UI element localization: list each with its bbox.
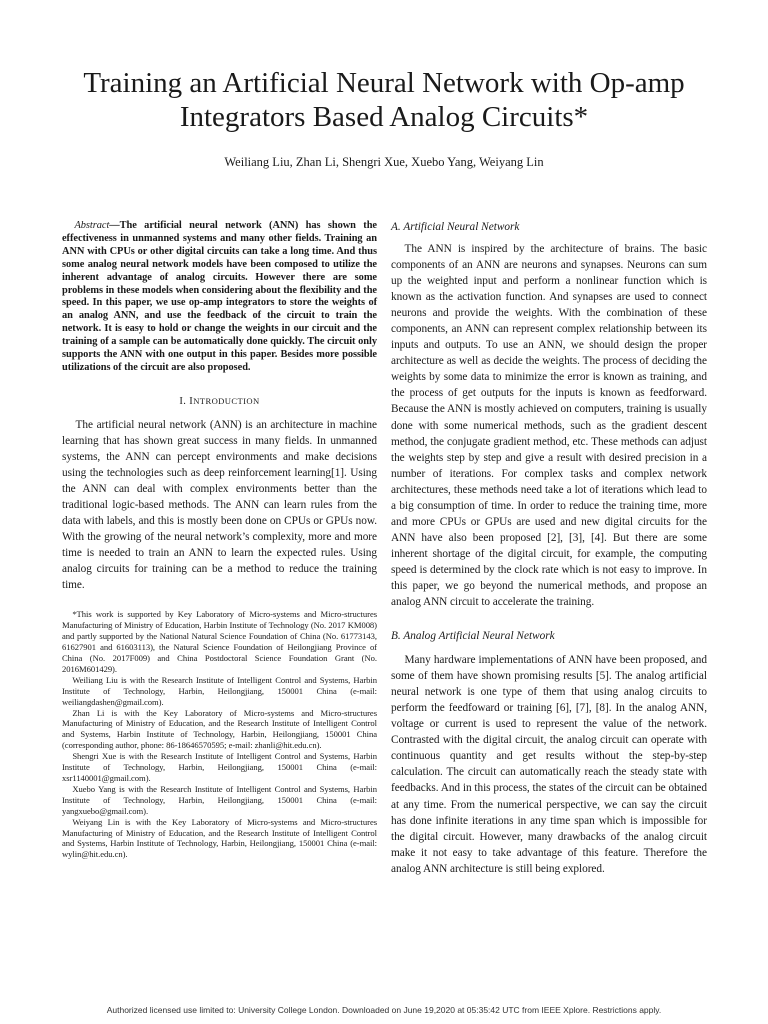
footnotes bbox=[62, 609, 377, 860]
subsection-b-paragraph: Many hardware implementations of ANN have been proposed, and some of them have shown promising results [5]. The analog artificial neural network is one type of them that using analog circuits to perform the feedfoward or training [6], [7], [8]. In the analog ANN, voltage or current is used to represent the value of the network. Contrasted with the digital circuit, the analog circuit can operate with continuous quantity and get results without the step-by-step calculation. The circuit can automatically reach the steady state with feedbacks. And in this process, the states of the circuit can be obtained at any time. From the numerical perspective, we can say the circuit has done infinite iterations in any time span which is impossible for the digital circuit. However, many drawbacks of the analog circuit make it not easy to take advantage of this feature. Therefore the analog ANN architecture is still being explored. bbox=[391, 654, 707, 875]
right-column bbox=[391, 220, 707, 877]
paper-title-line-1: Training an Artificial Neural Network with Op-amp bbox=[83, 67, 685, 99]
paper-title-line-2: Integrators Based Analog Circuits* bbox=[179, 101, 589, 133]
abstract bbox=[62, 220, 377, 375]
ieee-license-footer: Authorized licensed use limited to: University College London. Downloaded on June 19,2020 at 05:35:42 UTC from IEEE Xplore. Restrictions apply. bbox=[106, 1005, 662, 1015]
intro-paragraph: The artificial neural network (ANN) is an architecture in machine learning that has shown great success in many fields. In unmanned systems, the ANN can percept environments and make decisions using the technologies such as deep reinforcement learning[1]. Using the ANN can deal with complex environments better than the traditional logic-based methods. The ANN can learn rules from the data with labels, and this is mostly been done on CPUs or GPUs now. With the growing of the neural network’s complexity, more and more time is needed to train an ANN to learn the expected rules. Using analog circuits for training can be a method to reduce the training time. bbox=[62, 418, 377, 592]
author-list: Weiliang Liu, Zhan Li, Shengri Xue, Xuebo Yang, Weiyang Lin bbox=[224, 155, 544, 169]
footnote-author-1: Weiliang Liu is with the Research Institute of Intelligent Control and Systems, Harbin Institute of Technology, Harbin, Heilongjiang, 150001 China (e-mail: weiliangdashen@gmail.com). bbox=[62, 674, 377, 707]
section-heading-initial: I bbox=[189, 395, 194, 407]
abstract-dash: — bbox=[109, 220, 120, 231]
footnote-author-4: Xuebo Yang is with the Research Institute of Intelligent Control and Systems, Harbin Institute of Technology, Harbin, Heilongjiang, 150001 China (e-mail: yangxuebo@gmail.com). bbox=[62, 783, 377, 816]
section-number: I. bbox=[179, 395, 187, 407]
footnote-author-3: Shengri Xue is with the Research Institute of Intelligent Control and Systems, Harbin Institute of Technology, Harbin, Heilongjiang, 150001 China (e-mail: xsr1140001@gmail.com). bbox=[62, 751, 377, 783]
subsection-heading-a: A. Artificial Neural Network bbox=[391, 221, 520, 233]
abstract-lead: Abstract bbox=[74, 220, 110, 231]
left-column bbox=[62, 220, 377, 860]
section-heading-introduction bbox=[62, 395, 377, 408]
subsection-heading-b: B. Analog Artificial Neural Network bbox=[391, 630, 555, 643]
subsection-a-paragraph: The ANN is inspired by the architecture of brains. The basic components of an ANN are neurons and synapses. Neurons can sum up the weighted input and perform a nonlinear function which is known as the activation function. And synapses are used to connect neurons and provide the weights. With the combination of these components, an ANN can represent complex relationship between its inputs and outputs. To use an ANN, we should design the proper architecture as well as decide the weights. The process of deciding the weights by some data to minimize the error is known as training, and the process of get outputs for the inputs is known as feedforward. Because the ANN is mostly achieved on computers, training is usually done with some numerical methods, such as the gradient descent method, the conjugate gradient method, etc. These methods can adjust the weights step by step and give a result with desired precision in a number of iterations. For complex tasks and complex network architectures, these methods need take a lot of iterations which lead to a big consumption of time. In order to reduce the training time, more and more CPUs or GPUs are used and new digital circuits for the ANN have also been proposed [2], [3], [4]. But there are some inherent shortage of the digital circuit, for example, the computing speed is determined by the clock rate which is not easy to improve. In this paper, we go beyond the numerical methods, and propose an analog ANN circuit to accelerate the training. bbox=[391, 243, 707, 609]
footnote-author-5: Weiyang Lin is with the Key Laboratory of Micro-systems and Micro-structures Manufacturing of Ministry of Education, and the Research Institute of Intelligent Control and Systems, Harbin Institute of Technology, Harbin, Heilongjiang, 150001 China (e-mail: wylin@hit.edu.cn). bbox=[62, 816, 377, 860]
paper-title bbox=[40, 66, 728, 134]
footnote-author-2: Zhan Li is with the Key Laboratory of Micro-systems and Micro-structures Manufacturing of Ministry of Education, and the Research Institute of Intelligent Control and Systems, Harbin Institute of Technology, Harbin, Heilongjiang, 150001 China (corresponding author, phone: 86-18646570595; e-mail: zhanli@hit.edu.cn). bbox=[62, 707, 377, 751]
section-heading-rest: NTRODUCTION bbox=[193, 395, 260, 406]
footnote-funding: *This work is supported by Key Laboratory of Micro-systems and Micro-structures Manufacturing of Ministry of Education, Harbin Institute of Technology (No. 2017 KM008) and partly supported by the National Natural Science Foundation of China (No. 61773143, 61627901 and 61603113), the Natural Science Foundation of Heilongjiang Province of China (No. 2017F009) and China Postdoctoral Science Foundation Grant (No. 2016M601429). bbox=[62, 609, 377, 674]
abstract-text: The artificial neural network (ANN) has shown the effectiveness in unmanned systems and many other fields. Training an ANN with CPUs or other digital circuits can take a long time. And thus some analog neural network models have been composed to utilize the inherent advantage of analog circuits. However there are some problems in these models when considering about the flexibility and the speed. In this paper, we use op-amp integrators to store the weights of an analog ANN, and use the feedback of the circuit to train the network. It is easy to hold or change the weights in our circuit and the training of a sample can be automatically done quickly. The circuit only supports the ANN with one output in this paper. Besides more possible utilizations of the circuit are also proposed. bbox=[62, 220, 377, 373]
